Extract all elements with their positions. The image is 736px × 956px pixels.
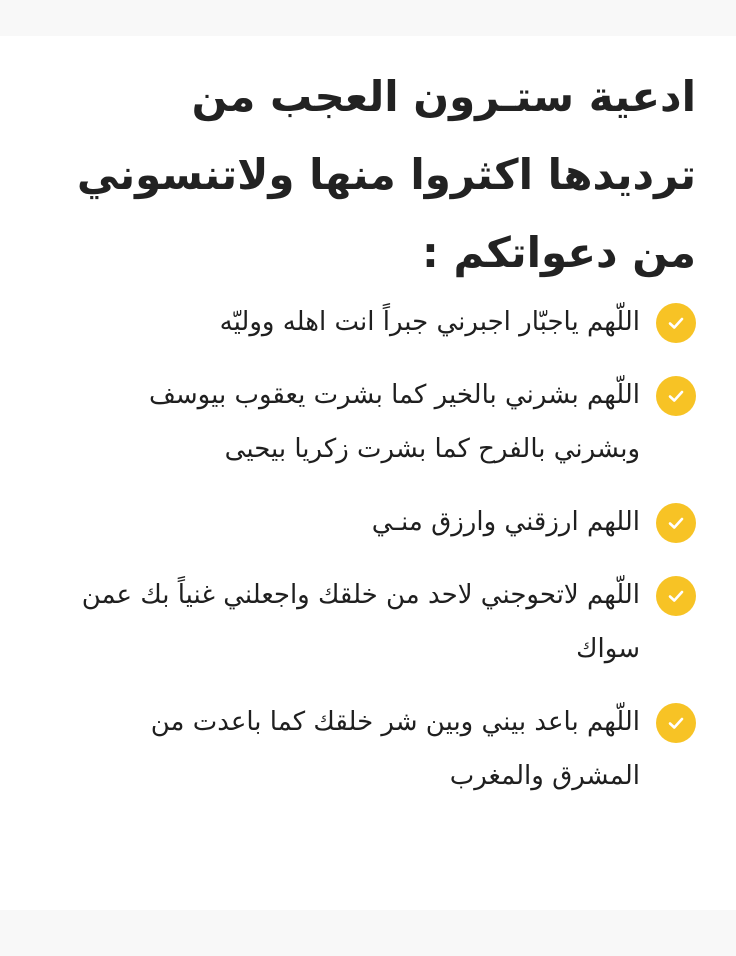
check-circle-icon: [656, 376, 696, 416]
page-title: ادعية ستـرون العجب من ترديدها اكثروا منها ولاتنسوني من دعواتكم :: [76, 72, 696, 277]
list-item-text: اللّهم لاتحوجني لاحد من خلقك واجعلني غنياً بك عمن سواك: [81, 580, 640, 664]
list-item: [56, 495, 696, 549]
dua-list: [56, 295, 696, 822]
check-circle-icon: [656, 303, 696, 343]
list-item: [56, 695, 696, 803]
list-item-text: اللّهم باعد بيني وبين شر خلقك كما باعدت من المشرق والمغرب: [150, 707, 640, 791]
top-margin: [0, 0, 736, 36]
bottom-margin: [0, 910, 736, 956]
list-item-text: اللهم ارزقني وارزق منـي: [371, 507, 640, 537]
list-item-text: اللّهم بشرني بالخير كما بشرت يعقوب بيوسف وبشرني بالفرح كما بشرت زكريا بيحيى: [148, 380, 640, 464]
check-circle-icon: [656, 576, 696, 616]
check-circle-icon: [656, 503, 696, 543]
list-item: [56, 568, 696, 676]
list-item: [56, 295, 696, 349]
check-circle-icon: [656, 703, 696, 743]
list-item-text: اللّهم ياجبّار اجبرني جبراً انت اهله ووليّه: [219, 307, 640, 337]
list-item: [56, 368, 696, 476]
